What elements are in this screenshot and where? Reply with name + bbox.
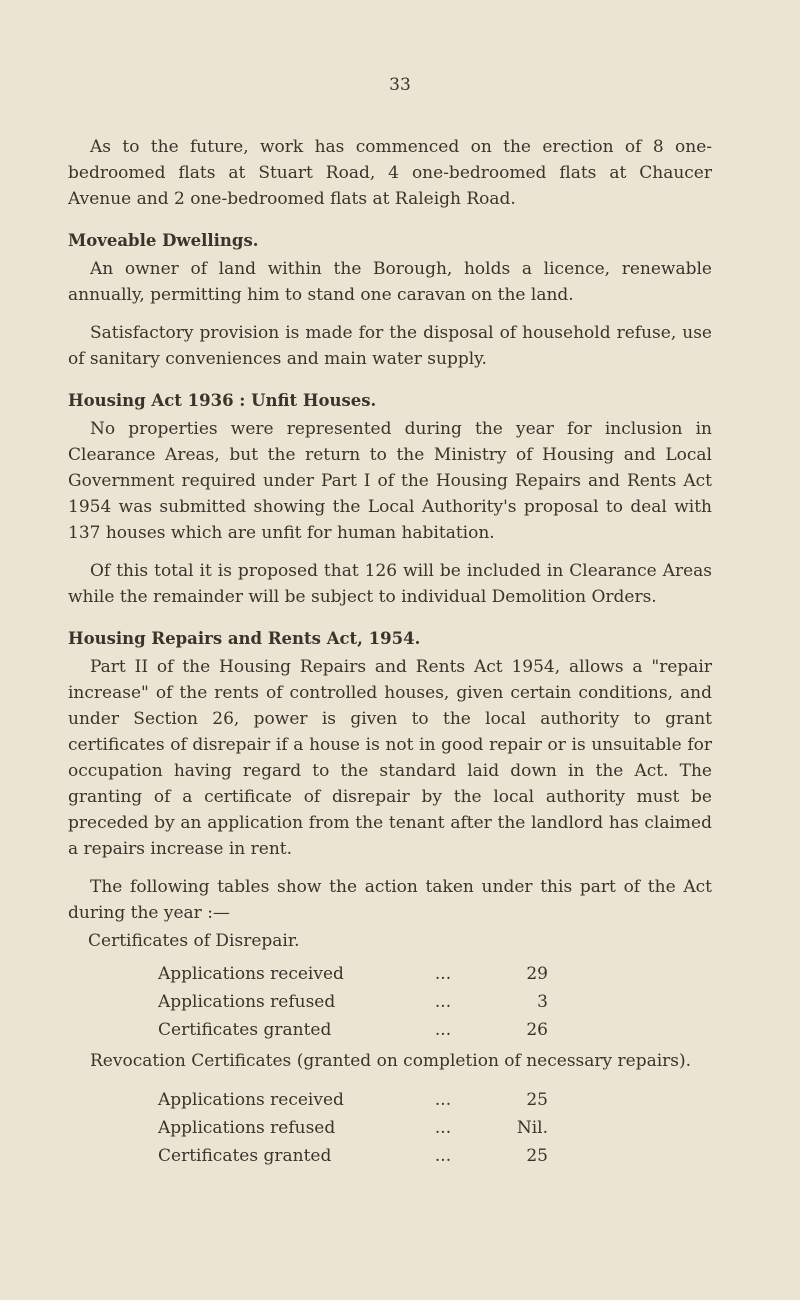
row-label: Applications refused [158, 992, 336, 1012]
row-leader: ... [434, 1146, 452, 1166]
row-leader: ... [434, 1118, 452, 1138]
row-leader: ... [434, 1090, 452, 1110]
row-label: Applications received [158, 1090, 344, 1110]
paragraph-sanitary-provision: Satisfactory provision is made for the disposal of household refuse, use of sanitary conveniences and main water supply. [68, 323, 712, 369]
row-value: 25 [526, 1146, 548, 1166]
paragraph-clearance-areas: Of this total it is proposed that 126 will be included in Clearance Areas while the remainder will be subject to individual Demolition Orders. [68, 561, 712, 607]
table-row [158, 988, 548, 1016]
row-label: Applications received [158, 964, 344, 984]
table-row [158, 960, 548, 988]
row-value: Nil. [516, 1118, 548, 1138]
page-content [68, 134, 712, 1170]
table-row [158, 1016, 548, 1044]
row-value: 29 [526, 964, 548, 984]
heading-housing-act-1936: Housing Act 1936 : Unfit Houses. [68, 391, 377, 410]
row-leader: ... [434, 964, 452, 984]
revocation-table [158, 1086, 548, 1170]
row-leader: ... [434, 992, 452, 1012]
paragraph-repair-increase: Part II of the Housing Repairs and Rents Act 1954, allows a "repair increase" of the rents of controlled houses, given certain conditions, and under Section 26, power is given to the local authority to grant certificates of disrepair if a house is not in good repair or is unsuitable for occupation having regard to the standard laid down in the Act. The granting of a certificate of disrepair by the local authority must be preceded by an application from the tenant after the landlord has claimed a repairs increase in rent. [68, 657, 712, 859]
row-value: 26 [526, 1020, 548, 1040]
heading-housing-repairs-act-1954: Housing Repairs and Rents Act, 1954. [68, 629, 421, 648]
paragraph-tables-intro: The following tables show the action taken under this part of the Act during the year :— [68, 877, 712, 923]
row-value: 3 [537, 992, 548, 1012]
disrepair-table [158, 960, 548, 1044]
paragraph-unfit-houses: No properties were represented during the year for inclusion in Clearance Areas, but the return to the Ministry of Housing and Local Government required under Part I of the Housing Repairs and Rents Act 1954 was submitted showing the Local Authority's proposal to deal with 137 houses which are unfit for human habitation. [68, 419, 712, 543]
heading-certificates-of-disrepair: Certificates of Disrepair. [88, 931, 300, 951]
table-row [158, 1114, 548, 1142]
page-number: 33 [389, 75, 411, 95]
table-row [158, 1142, 548, 1170]
row-leader: ... [434, 1020, 452, 1040]
heading-moveable-dwellings: Moveable Dwellings. [68, 231, 259, 250]
paragraph-future-flats: As to the future, work has commenced on the erection of 8 one-bedroomed flats at Stuart Road, 4 one-bedroomed flats at Chaucer Avenue and 2 one-bedroomed flats at Raleigh Road. [68, 137, 712, 209]
row-value: 25 [526, 1090, 548, 1110]
row-label: Certificates granted [158, 1146, 332, 1166]
paragraph-caravan-licence: An owner of land within the Borough, holds a licence, renewable annually, permitting him to stand one caravan on the land. [68, 259, 712, 305]
row-label: Certificates granted [158, 1020, 332, 1040]
row-label: Applications refused [158, 1118, 336, 1138]
heading-revocation-certificates: Revocation Certificates (granted on completion of necessary repairs). [90, 1051, 692, 1071]
table-row [158, 1086, 548, 1114]
